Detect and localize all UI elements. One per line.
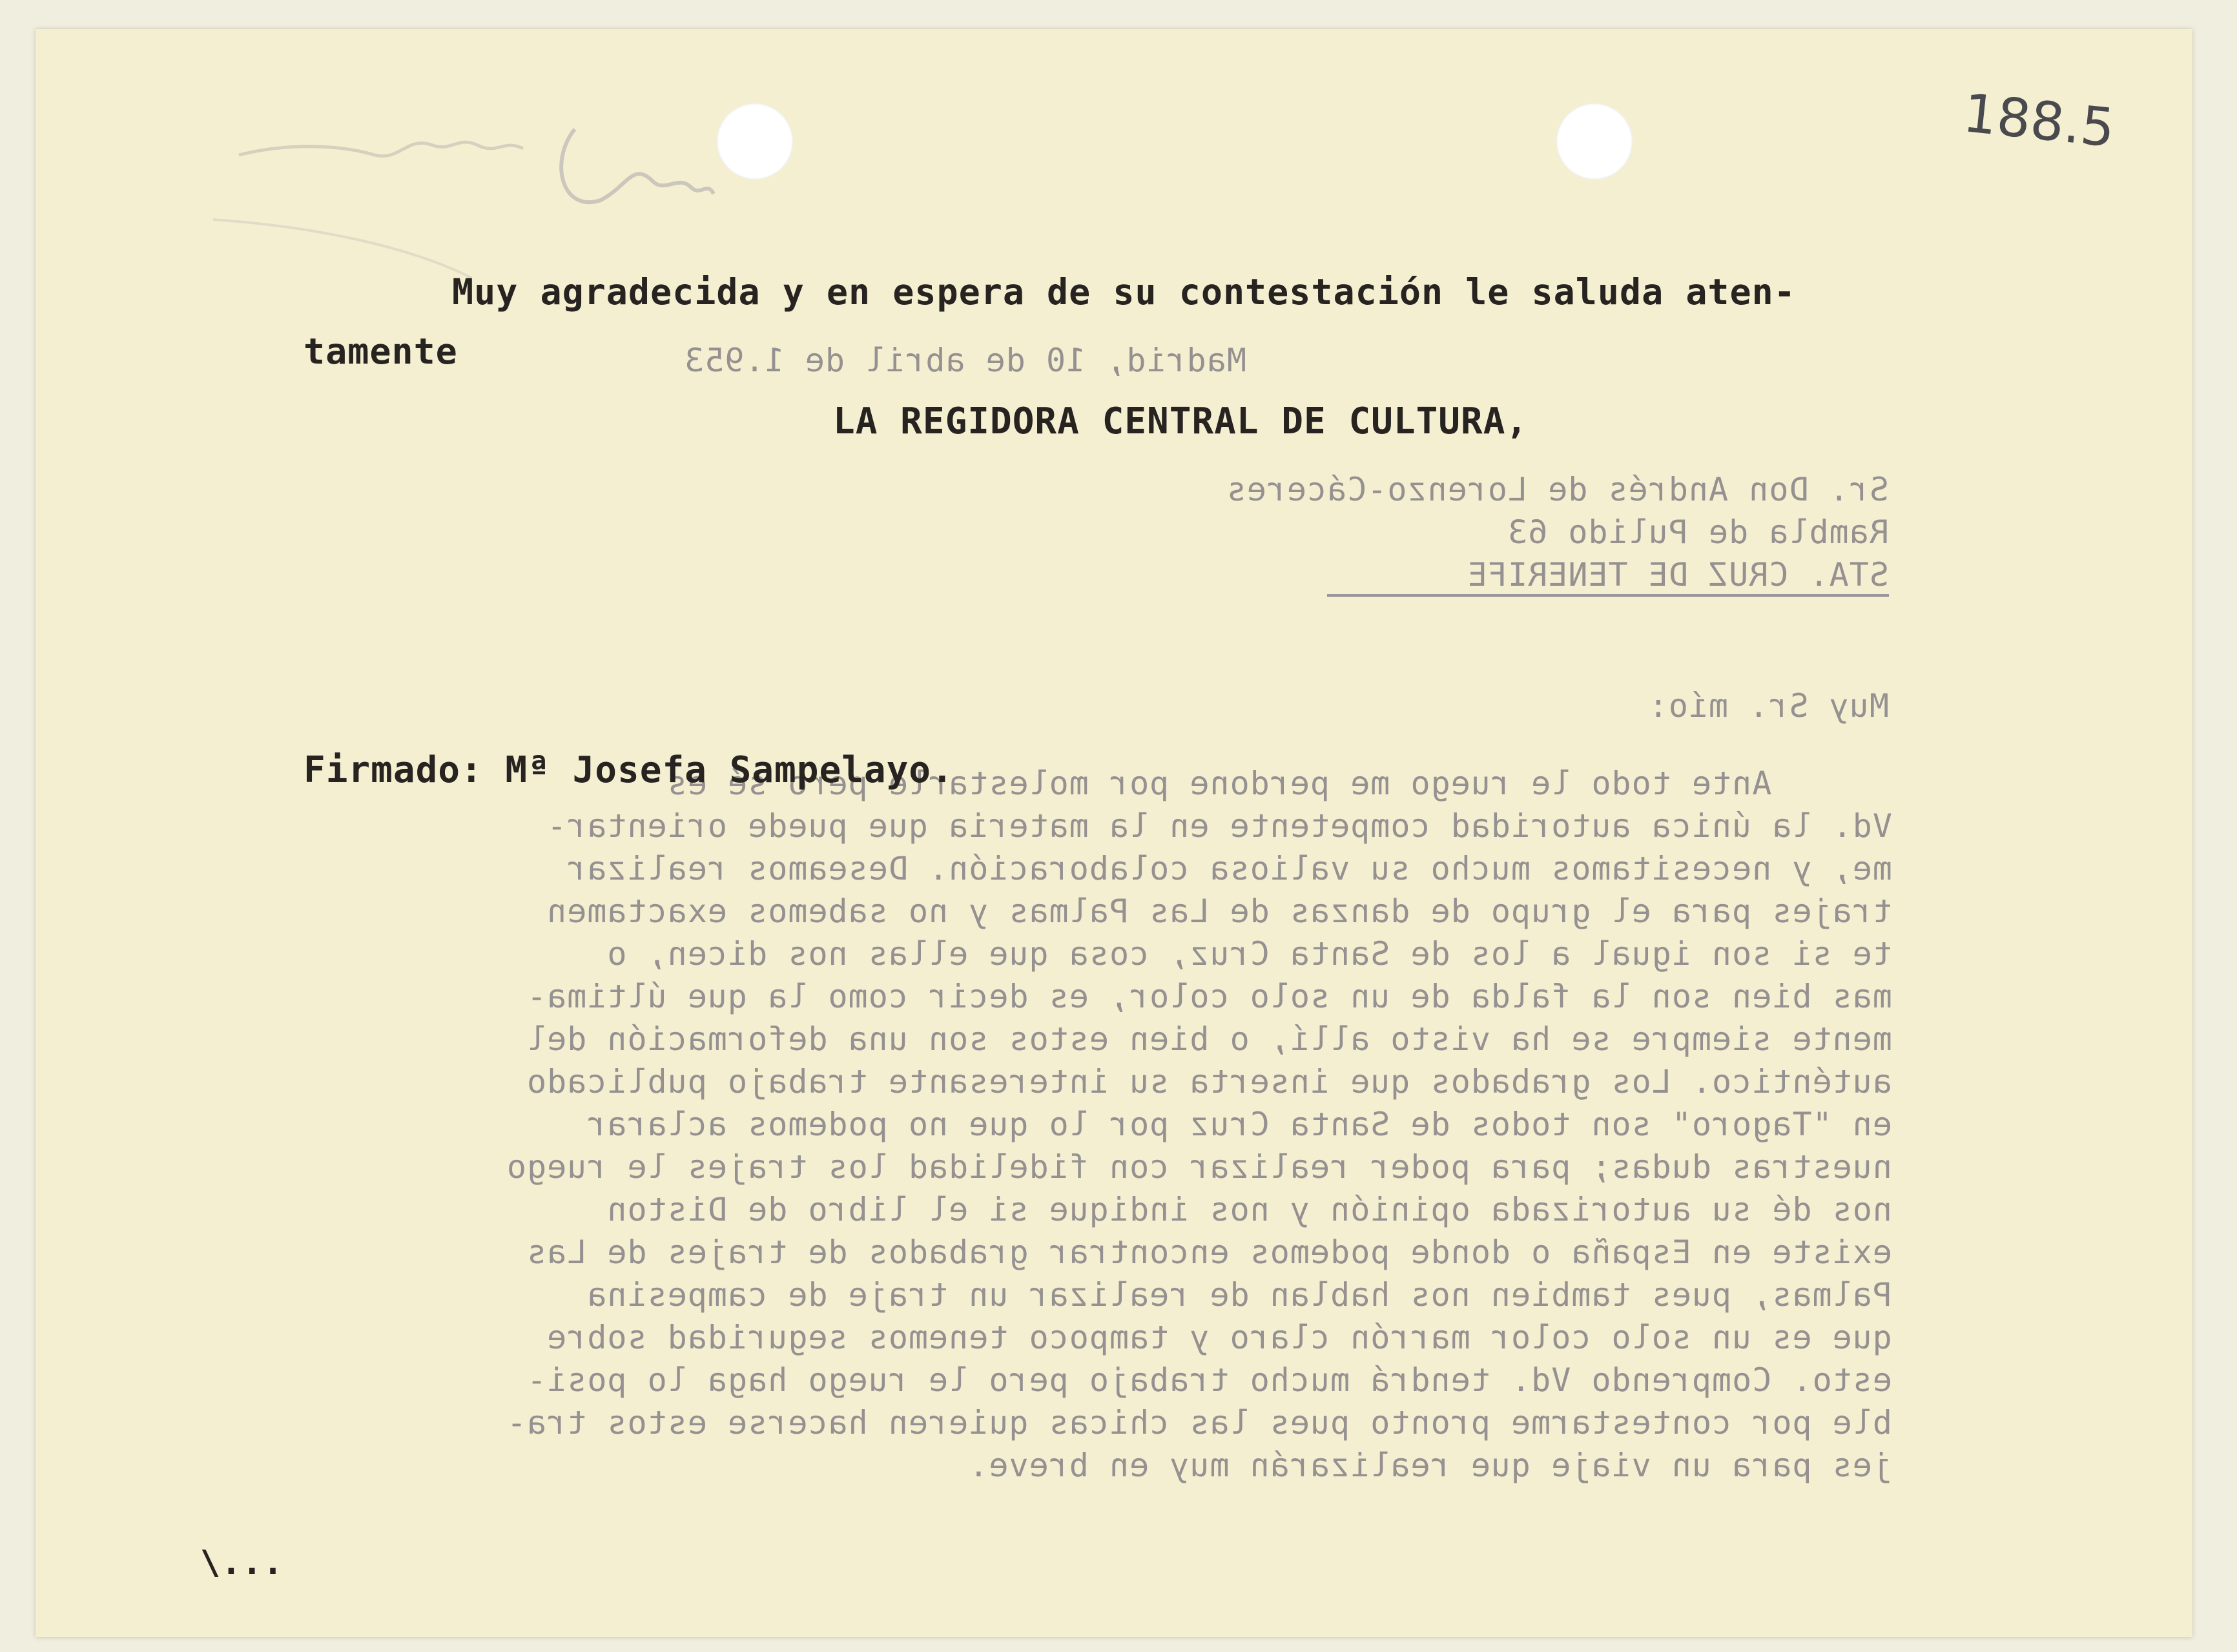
bleed-body-line: trajes para el grupo de danzas de Las Palmas y no sabemos exactamen — [546, 893, 1892, 930]
closing-line-2: tamente — [304, 331, 458, 372]
signatory-title: LA REGIDORA CENTRAL DE CULTURA, — [833, 400, 1529, 442]
bleed-date-block — [497, 339, 1246, 384]
bleed-date: Madrid, 10 de abril de 1.953 — [684, 342, 1246, 379]
closing-line-1: Muy agradecida y en espera de su contestación le saluda aten- — [452, 271, 1796, 313]
bleed-body-line: Ante todo le ruego me perdone por molestarle pero sé es — [666, 765, 1892, 802]
punch-hole-right — [1556, 103, 1633, 180]
bleed-body-line: nos dé su autorizada opinión y nos indique si el libro de Diston — [606, 1191, 1892, 1228]
bleed-salutation: Muy Sr. mío: — [1647, 687, 1889, 725]
continuation-mark: \... — [200, 1544, 284, 1582]
bleed-address-line-2: Rambla de Pulido 63 — [1507, 513, 1889, 551]
bleed-body-line: ble por contestarme pronto pues las chicas quieren hacerse estos tra- — [506, 1404, 1892, 1441]
bleed-body-line: te si son igual a los de Santa Cruz, cosa que ellas nos dicen, o — [606, 935, 1892, 973]
bleed-salutation-block — [1553, 685, 1889, 730]
bleed-body-line: Vd. la única autoridad competente en la materia que puede orientar- — [546, 807, 1892, 845]
bleed-body-line: Palmas, pues tambien nos hablan de realizar un traje de campesina — [586, 1276, 1892, 1314]
bleed-body-line: mas bien son la falda de un solo color, es decir como la que última- — [526, 978, 1892, 1015]
bleed-body-line: existe en España o donde podemos encontrar grabados de trajes de Las — [526, 1234, 1892, 1271]
bleed-address-line-1: Sr. Don Andrés de Lorenzo-Cáceres — [1226, 471, 1889, 508]
bleed-address-block — [978, 468, 1889, 597]
bleed-body-line: que es un solo color marrón claro y tampoco tenemos seguridad sobre — [546, 1319, 1892, 1356]
faint-handwriting-scribble — [213, 84, 717, 291]
bleed-body-line: me, y necesitamos mucho su valiosa colaboración. Deseamos realizar — [566, 850, 1892, 887]
signature-line: Firmado: Mª Josefa Sampelayo. — [304, 749, 954, 791]
bleed-body-line: jes para un viaje que realizarán muy en breve. — [968, 1447, 1892, 1484]
bleed-body-line: esto. Comprendo Vd. tendrá mucho trabajo pero le ruego haga lo posi- — [526, 1361, 1892, 1399]
bleed-body-line: en "Tagoro" son todos de Santa Cruz por lo que no podemos aclarar — [586, 1106, 1892, 1143]
bleed-body-block — [90, 762, 1892, 1492]
bleed-body-line: auténtico. Los grabados que inserta su interesante trabajo publicado — [526, 1063, 1892, 1100]
bleed-body-line: mente siempre se ha visto allí, o bien estos son una deformación del — [526, 1020, 1892, 1058]
bleed-address-underline — [1327, 594, 1889, 597]
bleed-body-line: nuestras dudas; para poder realizar con fidelidad los trajes le ruego — [506, 1148, 1892, 1186]
pencil-archive-number: 188.5 — [1960, 82, 2118, 160]
punch-hole-left — [717, 103, 793, 180]
bleed-address-line-3: STA. CRUZ DE TENERIFE — [1467, 556, 1889, 594]
